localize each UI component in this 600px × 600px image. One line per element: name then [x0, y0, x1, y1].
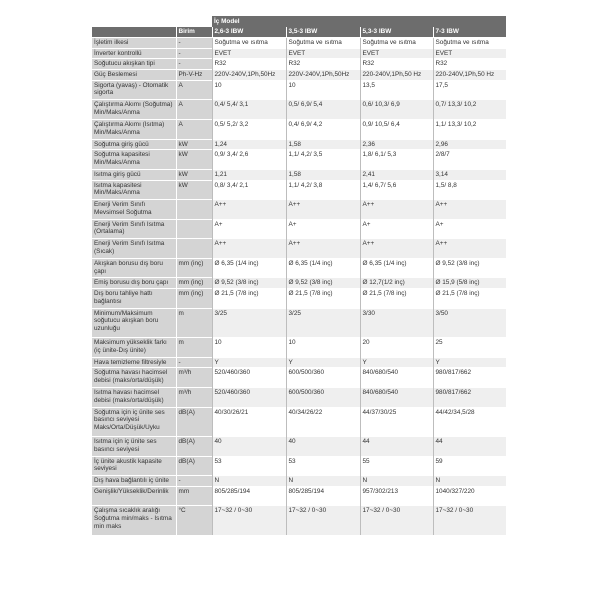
row-value: A++ [212, 200, 286, 220]
row-value: 840/680/540 [360, 388, 433, 408]
row-value: Soğutma ve ısıtma [212, 38, 286, 49]
row-value: 40 [286, 437, 360, 457]
row-value: 40/34/26/22 [286, 407, 360, 436]
row-value: 805/285/194 [212, 486, 286, 506]
row-value: 220V-240V,1Ph,50Hz [212, 70, 286, 81]
row-unit: - [176, 59, 212, 70]
row-unit: A [176, 119, 212, 139]
row-value: 0,8/ 3,4/ 2,1 [212, 180, 286, 200]
row-label: Soğutma kapasitesi Min/Maks/Anma [92, 150, 176, 170]
row-unit: dB(A) [176, 456, 212, 476]
row-value: Ø 6,35 (1/4 inç) [212, 258, 286, 278]
row-value: R32 [286, 59, 360, 70]
row-label: İşletim ilkesi [92, 38, 176, 49]
row-value: A+ [212, 219, 286, 239]
row-label: Genişlik/Yükseklik/Derinlik [92, 486, 176, 506]
row-unit: - [176, 48, 212, 59]
row-value: 25 [433, 338, 506, 358]
row-label: Enerji Verim Sınıfı Isıtma (Sıcak) [92, 239, 176, 259]
row-value: A++ [433, 239, 506, 259]
row-value: 1,58 [286, 139, 360, 150]
row-unit: - [176, 357, 212, 368]
row-unit: kW [176, 180, 212, 200]
row-value: Soğutma ve ısıtma [360, 38, 433, 49]
row-value: 980/817/662 [433, 388, 506, 408]
row-value: 13,5 [360, 80, 433, 100]
table-row [92, 169, 506, 180]
row-value: 600/500/360 [286, 388, 360, 408]
row-unit: A [176, 80, 212, 100]
row-value: 20 [360, 338, 433, 358]
table-row [92, 38, 506, 49]
row-value: 40 [212, 437, 286, 457]
row-value: 10 [286, 338, 360, 358]
row-value: 40/30/26/21 [212, 407, 286, 436]
row-label: Sigorta (yavaş) - Otomatik sigorta [92, 80, 176, 100]
table-row [92, 338, 506, 358]
row-unit: mm (inç) [176, 289, 212, 309]
row-unit: m³/h [176, 388, 212, 408]
row-label: Isıtma kapasitesi Min/Maks/Anma [92, 180, 176, 200]
row-value: 220V-240V,1Ph,50Hz [286, 70, 360, 81]
row-value: 1,1/ 4,2/ 3,8 [286, 180, 360, 200]
row-value: 1,1/ 13,3/ 10,2 [433, 119, 506, 139]
row-unit: A [176, 100, 212, 120]
row-value: 220-240V,1Ph,50 Hz [433, 70, 506, 81]
row-value: 44/37/30/25 [360, 407, 433, 436]
row-label: Soğutucu akışkan tipi [92, 59, 176, 70]
table-row [92, 70, 506, 81]
table-row [92, 388, 506, 408]
row-value: 44/42/34,5/28 [433, 407, 506, 436]
table-row [92, 150, 506, 170]
table-row [92, 139, 506, 150]
row-unit [176, 219, 212, 239]
row-value: 3/30 [360, 308, 433, 337]
row-value: Soğutma ve ısıtma [433, 38, 506, 49]
row-label: Çalıştırma Akımı (Soğutma) Min/Maks/Anma [92, 100, 176, 120]
table-row [92, 119, 506, 139]
row-value: Y [212, 357, 286, 368]
row-value: 2,36 [360, 139, 433, 150]
table-row [92, 357, 506, 368]
row-label: Emiş borusu dış boru çapı [92, 278, 176, 289]
model-column-header: 3,5-3 IBW [286, 27, 360, 38]
row-label: Isıtma giriş gücü [92, 169, 176, 180]
row-value: EVET [212, 48, 286, 59]
row-label: Enerji Verim Sınıfı Mevsimsel Soğutma [92, 200, 176, 220]
row-unit: kW [176, 139, 212, 150]
row-unit: kW [176, 150, 212, 170]
row-value: 2,96 [433, 139, 506, 150]
model-column-header: 2,6-3 IBW [212, 27, 286, 38]
row-label: Dış boru tahliye hattı bağlantısı [92, 289, 176, 309]
row-value: R32 [360, 59, 433, 70]
spec-sheet [92, 16, 506, 535]
row-value: Y [360, 357, 433, 368]
row-value: N [433, 476, 506, 487]
row-label: Çalıştırma Akımı (Isıtma) Min/Maks/Anma [92, 119, 176, 139]
table-row [92, 486, 506, 506]
row-label: Güç Beslemesi [92, 70, 176, 81]
row-label: Çalışma sıcaklık aralığı Soğutma min/maks - Isıtma min maks [92, 506, 176, 535]
row-unit: m³/h [176, 368, 212, 388]
row-value: 53 [286, 456, 360, 476]
table-row [92, 456, 506, 476]
table-row [92, 506, 506, 535]
row-value: 0,9/ 3,4/ 2,6 [212, 150, 286, 170]
row-value: Ø 12,7(1/2 inç) [360, 278, 433, 289]
row-value: 0,4/ 6,9/ 4,2 [286, 119, 360, 139]
row-value: 44 [360, 437, 433, 457]
row-value: 55 [360, 456, 433, 476]
row-value: A++ [360, 200, 433, 220]
table-row [92, 437, 506, 457]
row-value: N [212, 476, 286, 487]
row-value: 600/500/360 [286, 368, 360, 388]
table-row [92, 219, 506, 239]
row-label: Maksimum yükseklik farkı (iç ünite-Dış ünite) [92, 338, 176, 358]
row-value: 1,8/ 6,1/ 5,3 [360, 150, 433, 170]
row-value: 1040/327/220 [433, 486, 506, 506]
table-row [92, 239, 506, 259]
row-value: 840/680/540 [360, 368, 433, 388]
model-group-header: İç Model [212, 16, 506, 27]
model-header-row [92, 16, 506, 27]
table-row [92, 258, 506, 278]
table-row [92, 289, 506, 309]
row-value: EVET [286, 48, 360, 59]
table-row [92, 80, 506, 100]
table-row [92, 59, 506, 70]
row-label: Akışkan borusu dış boru çapı [92, 258, 176, 278]
row-value: 1,1/ 4,2/ 3,5 [286, 150, 360, 170]
row-value: 53 [212, 456, 286, 476]
row-value: 3/25 [286, 308, 360, 337]
row-value: 0,4/ 5,4/ 3,1 [212, 100, 286, 120]
table-row [92, 407, 506, 436]
row-unit: dB(A) [176, 407, 212, 436]
row-unit: - [176, 38, 212, 49]
row-value: A+ [360, 219, 433, 239]
row-value: A++ [433, 200, 506, 220]
row-value: Ø 15,9 (5/8 inç) [433, 278, 506, 289]
row-value: R32 [212, 59, 286, 70]
row-value: 17~32 / 0~30 [433, 506, 506, 535]
row-value: 1,21 [212, 169, 286, 180]
row-value: 0,6/ 10,3/ 6,9 [360, 100, 433, 120]
row-value: Ø 6,35 (1/4 inç) [286, 258, 360, 278]
row-label: Isıtma havası hacimsel debisi (maks/orta/düşük) [92, 388, 176, 408]
row-unit: mm [176, 486, 212, 506]
table-row [92, 476, 506, 487]
table-row [92, 368, 506, 388]
table-row [92, 308, 506, 337]
row-value: Ø 9,52 (3/8 inç) [286, 278, 360, 289]
row-value: N [286, 476, 360, 487]
row-value: 1,24 [212, 139, 286, 150]
row-value: A++ [212, 239, 286, 259]
column-header-row [92, 27, 506, 38]
row-value: Ø 21,5 (7/8 inç) [286, 289, 360, 309]
row-label: Enerji Verim Sınıfı Isıtma (Ortalama) [92, 219, 176, 239]
row-value: Y [286, 357, 360, 368]
table-row [92, 278, 506, 289]
row-value: EVET [360, 48, 433, 59]
row-value: 805/285/194 [286, 486, 360, 506]
row-value: 2,41 [360, 169, 433, 180]
row-value: 2/8/7 [433, 150, 506, 170]
row-value: 59 [433, 456, 506, 476]
row-label: Soğutma giriş gücü [92, 139, 176, 150]
spec-table [92, 16, 506, 535]
row-value: 3/25 [212, 308, 286, 337]
row-value: 1,5/ 8,8 [433, 180, 506, 200]
row-unit: Ph-V-Hz [176, 70, 212, 81]
unit-column-header: Birim [176, 27, 212, 38]
row-value: 17~32 / 0~30 [212, 506, 286, 535]
row-value: Ø 6,35 (1/4 inç) [360, 258, 433, 278]
row-value: N [360, 476, 433, 487]
row-value: 0,7/ 13,3/ 10,2 [433, 100, 506, 120]
row-value: Ø 9,52 (3/8 inç) [212, 278, 286, 289]
row-label: Minimum/Maksimum soğutucu akışkan boru uzunluğu [92, 308, 176, 337]
row-value: A++ [286, 200, 360, 220]
row-unit: mm (inç) [176, 278, 212, 289]
row-value: Soğutma ve ısıtma [286, 38, 360, 49]
row-label: Soğutma için iç ünite ses basıncı seviyesi Maks/Orta/Düşük/Uyku [92, 407, 176, 436]
row-value: EVET [433, 48, 506, 59]
row-value: 520/460/360 [212, 388, 286, 408]
spec-rows [92, 38, 506, 536]
row-value: A+ [286, 219, 360, 239]
model-column-header: 5,3-3 IBW [360, 27, 433, 38]
row-value: 520/460/360 [212, 368, 286, 388]
row-unit: m [176, 338, 212, 358]
table-row [92, 180, 506, 200]
row-value: Ø 9,52 (3/8 inç) [433, 258, 506, 278]
row-unit: dB(A) [176, 437, 212, 457]
row-value: 220-240V,1Ph,50 Hz [360, 70, 433, 81]
row-value: 3/50 [433, 308, 506, 337]
row-value: 980/817/662 [433, 368, 506, 388]
row-value: 0,9/ 10,5/ 6,4 [360, 119, 433, 139]
row-value: 17~32 / 0~30 [360, 506, 433, 535]
row-value: 1,4/ 6,7/ 5,6 [360, 180, 433, 200]
table-row [92, 100, 506, 120]
row-unit [176, 239, 212, 259]
row-value: 957/302/213 [360, 486, 433, 506]
row-unit: °C [176, 506, 212, 535]
row-label: Dış hava bağlantılı iç ünite [92, 476, 176, 487]
row-value: 0,5/ 5,2/ 3,2 [212, 119, 286, 139]
row-value: 17,5 [433, 80, 506, 100]
row-unit: - [176, 476, 212, 487]
row-label: Isıtma için iç ünite ses basıncı seviyesi [92, 437, 176, 457]
row-label: İnverter kontrollü [92, 48, 176, 59]
row-value: A++ [286, 239, 360, 259]
row-value: Y [433, 357, 506, 368]
row-value: R32 [433, 59, 506, 70]
row-value: 0,5/ 6,9/ 5,4 [286, 100, 360, 120]
table-row [92, 48, 506, 59]
row-value: 1,58 [286, 169, 360, 180]
row-value: 44 [433, 437, 506, 457]
row-label: Soğutma havası hacimsel debisi (maks/orta/düşük) [92, 368, 176, 388]
table-row [92, 200, 506, 220]
row-value: A+ [433, 219, 506, 239]
row-unit [176, 200, 212, 220]
row-unit: mm (inç) [176, 258, 212, 278]
row-value: Ø 21,5 (7/8 inç) [433, 289, 506, 309]
row-value: 10 [286, 80, 360, 100]
row-label: İç ünite akustik kapasite seviyesi [92, 456, 176, 476]
row-value: Ø 21,5 (7/8 inç) [360, 289, 433, 309]
row-value: 10 [212, 80, 286, 100]
row-value: A++ [360, 239, 433, 259]
row-unit: m [176, 308, 212, 337]
row-unit: kW [176, 169, 212, 180]
row-value: 3,14 [433, 169, 506, 180]
model-column-header: 7-3 IBW [433, 27, 506, 38]
row-value: 17~32 / 0~30 [286, 506, 360, 535]
row-value: 10 [212, 338, 286, 358]
row-label: Hava temizleme filtresiyle [92, 357, 176, 368]
row-value: Ø 21,5 (7/8 inç) [212, 289, 286, 309]
